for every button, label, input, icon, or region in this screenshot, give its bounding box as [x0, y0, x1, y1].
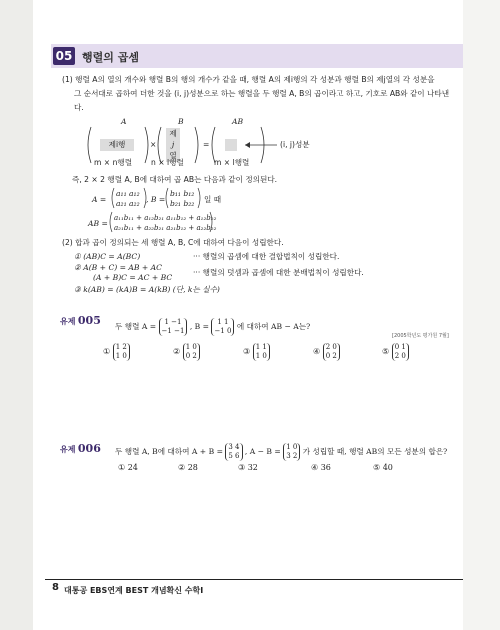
- ex005-choice[interactable]: [382, 343, 409, 361]
- dim-A: m × n행렬: [94, 158, 133, 167]
- matrix-A-row2: −1 −1: [161, 327, 185, 335]
- choice-matrix: [113, 343, 130, 361]
- q-post: 에 대하여 AB − A는?: [236, 322, 311, 331]
- A-eq: A =: [92, 195, 107, 204]
- matrix-B: [211, 318, 234, 336]
- dim-AB: m × l행렬: [214, 158, 250, 167]
- footer-text: 대통공 EBS연계 BEST 개념확신 수학Ⅰ: [64, 586, 204, 595]
- ex005-choice[interactable]: [103, 343, 130, 361]
- A-row1: a₁₁ a₁₂: [116, 189, 140, 198]
- exercise-label: 유제: [60, 444, 76, 454]
- page-number: 8: [52, 582, 59, 593]
- matrix-sum-row1: 3 4: [228, 443, 240, 451]
- B-row1: b₁₁ b₁₂: [170, 189, 195, 198]
- diagram-label-B: B: [178, 117, 184, 126]
- diagram-label-AB: AB: [232, 117, 244, 126]
- matrix-diff-row2: 3 2: [286, 452, 298, 460]
- choice-matrix-row1: 2 0: [325, 343, 337, 351]
- exercise-number: 006: [77, 442, 101, 455]
- choice-matrix: [392, 343, 409, 361]
- choice-number: ①: [103, 347, 111, 356]
- AB-brackets: [108, 210, 218, 236]
- matrix-B-row1: 1 1: [217, 318, 229, 326]
- q-mid: , B =: [189, 322, 210, 331]
- properties-title: (2) 합과 곱이 정의되는 세 행렬 A, B, C에 대하여 다음이 성립한다.: [62, 238, 284, 247]
- times-sign: ×: [150, 140, 157, 149]
- choice-matrix-row1: 0 1: [394, 343, 406, 351]
- choice-matrix: [183, 343, 200, 361]
- choice-number: ③: [243, 347, 251, 356]
- B-eq: , B =: [146, 195, 166, 204]
- ex005-choice[interactable]: [173, 343, 200, 361]
- choice-matrix-row2: 0 2: [185, 352, 197, 360]
- choice-matrix-row1: 1 0: [185, 343, 197, 351]
- AB-eq: AB =: [88, 219, 108, 228]
- definition-line-1: (1) 행렬 A의 열의 개수와 행렬 B의 행의 개수가 같을 때, 행렬 A의 제i행의 각 성분과 행렬 B의 제j열의 각 성분을: [62, 75, 435, 84]
- section-title: 행렬의 곱셈: [82, 51, 139, 64]
- law-3: ③ k(AB) = (kA)B = A(kB) (단, k는 실수): [74, 285, 220, 294]
- choice-matrix-row2: 0 2: [325, 352, 337, 360]
- q-pre: 두 행렬 A, B에 대하여 A + B =: [115, 447, 223, 456]
- def-brackets: [110, 186, 210, 212]
- matrix-diff: [283, 443, 300, 461]
- two-by-two-line: 즉, 2 × 2 행렬 A, B에 대하여 곱 AB는 다음과 같이 정의된다.: [72, 175, 278, 184]
- ex006-choice[interactable]: ⑤ 40: [373, 463, 393, 472]
- ex005-source: [2005학년도 평가원 7월]: [392, 333, 449, 339]
- law-2-note: ··· 행렬의 덧셈과 곱셈에 대한 분배법칙이 성립한다.: [193, 268, 364, 277]
- when-text: 일 때: [204, 195, 222, 204]
- matrix-sum: [225, 443, 242, 461]
- dim-B: n × l행렬: [151, 158, 184, 167]
- ex006-choice[interactable]: ③ 32: [238, 463, 258, 472]
- A-row2: a₂₁ a₂₂: [116, 199, 140, 208]
- matrix-A-row1: 1 −1: [164, 318, 182, 326]
- exercise-label: 유제: [60, 316, 76, 326]
- AB-row2: a₂₁b₁₁ + a₂₂b₂₁ a₂₁b₁₂ + a₂₂b₂₂: [114, 224, 217, 232]
- choice-matrix: [323, 343, 340, 361]
- choice-matrix-row2: 2 0: [394, 352, 406, 360]
- choice-number: ②: [173, 347, 181, 356]
- ex005-question: [115, 318, 310, 336]
- matrix-diff-row1: 1 0: [286, 443, 298, 451]
- q-post: 가 성립할 때, 행렬 AB의 모든 성분의 합은?: [302, 447, 448, 456]
- law-2a: ② A(B + C) = AB + AC: [74, 263, 162, 272]
- ex006-choice[interactable]: ② 28: [178, 463, 198, 472]
- entry-ij-label: (i, j)성분: [280, 140, 310, 149]
- page-spine: [0, 0, 33, 630]
- diagram-label-A: A: [121, 117, 127, 126]
- matrix-sum-row2: 5 6: [228, 452, 240, 460]
- exercise-005-header: [60, 314, 101, 327]
- q-mid: , A − B =: [244, 447, 281, 456]
- column-box-mid: j: [171, 140, 175, 149]
- choice-matrix-row2: 1 0: [255, 352, 267, 360]
- choice-matrix: [253, 343, 270, 361]
- matrix-A: [159, 318, 188, 336]
- ex006-choice[interactable]: ④ 36: [311, 463, 331, 472]
- column-j-box: [166, 128, 180, 162]
- exercise-number: 005: [77, 314, 101, 327]
- AB-row1: a₁₁b₁₁ + a₁₂b₂₁ a₁₁b₁₂ + a₁₂b₂₂: [114, 214, 217, 222]
- definition-line-2: 그 순서대로 곱하여 더한 것을 (i, j)성분으로 하는 행렬을 두 행렬 A, B의 곱이라고 하고, 기호로 AB와 같이 나타낸: [74, 89, 450, 98]
- column-box-bot: 열: [169, 151, 177, 160]
- ex006-choice[interactable]: ① 24: [118, 463, 138, 472]
- ex005-choice[interactable]: [313, 343, 340, 361]
- exercise-006-header: [60, 442, 101, 455]
- law-1: ① (AB)C = A(BC): [74, 252, 141, 261]
- section-number: 05: [53, 47, 75, 65]
- choice-matrix-row2: 1 0: [115, 352, 127, 360]
- B-row2: b₂₁ b₂₂: [170, 199, 195, 208]
- row-i-box: 제i행: [100, 139, 134, 151]
- choice-number: ⑤: [382, 347, 390, 356]
- entry-ij-box: [225, 139, 237, 151]
- q-pre: 두 행렬 A =: [115, 322, 157, 331]
- ex005-choice[interactable]: [243, 343, 270, 361]
- ex006-question: [115, 443, 447, 461]
- choice-matrix-row1: 1 2: [115, 343, 127, 351]
- choice-number: ④: [313, 347, 321, 356]
- footer-rule: [45, 579, 463, 580]
- law-1-note: ··· 행렬의 곱셈에 대한 결합법칙이 성립한다.: [193, 252, 340, 261]
- law-2b: (A + B)C = AC + BC: [93, 273, 173, 282]
- equals-sign: =: [203, 140, 210, 149]
- choice-matrix-row1: 1 1: [255, 343, 267, 351]
- matrix-B-row2: −1 0: [214, 327, 232, 335]
- definition-line-3: 다.: [74, 103, 84, 112]
- column-box-top: 제: [169, 129, 177, 138]
